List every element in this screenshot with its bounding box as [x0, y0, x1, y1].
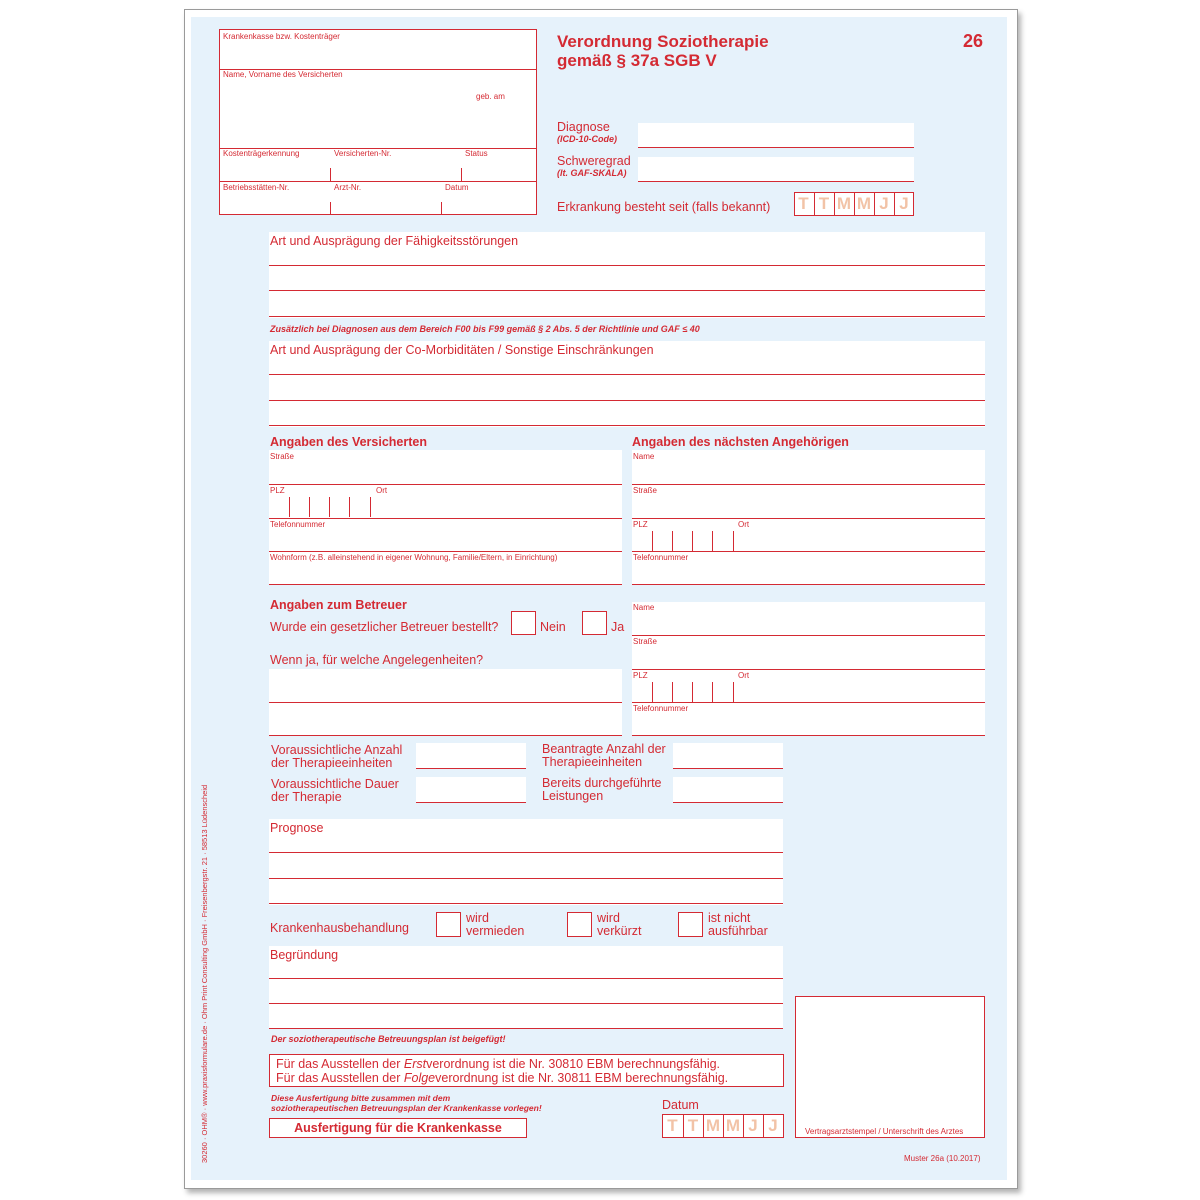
insured-title: Angaben des Versicherten — [270, 435, 428, 449]
guardian-street-field[interactable] — [632, 636, 985, 670]
plan-note: Der soziotherapeutische Betreuungsplan ist beigefügt! — [271, 1034, 506, 1044]
guardian-plz-field[interactable] — [632, 670, 985, 703]
hospital-shortened-checkbox[interactable] — [567, 912, 592, 937]
guardian-yes-label: Ja — [611, 620, 625, 634]
insured-street-label: Straße — [270, 452, 295, 461]
insured-ort-label: Ort — [376, 486, 388, 495]
date-cell-month: M — [834, 193, 853, 215]
comorbid-label: Art und Ausprägung der Co-Morbiditäten / Sonstige Einschränkungen — [270, 343, 654, 357]
hospital-shortened-label: wird verkürzt — [597, 911, 642, 938]
ebm-note-text: Für das Ausstellen der Erstverordnung ist die Nr. 30810 EBM berechnungsfähig. Für das Ausstellen der Folgeverordnung ist die Nr. 30811 EBM berechnungsfähig. — [276, 1057, 729, 1085]
dob-label: geb. am — [476, 92, 505, 101]
hospital-avoided-label: wird vermieden — [466, 911, 525, 938]
date-cell-day: T — [814, 193, 833, 215]
relative-ort-label: Ort — [738, 520, 750, 529]
abilities-label: Art und Ausprägung der Fähigkeitsstörungen — [270, 234, 519, 248]
signature-label: Vertragsarztstempel / Unterschrift des Arztes — [805, 1127, 964, 1136]
diagnosis-label: Diagnose (ICD-10-Code) — [557, 120, 617, 144]
previous-services-field[interactable] — [673, 777, 783, 803]
guardian-yes-checkbox[interactable] — [582, 611, 607, 635]
signature-box[interactable] — [795, 996, 985, 1138]
relative-title: Angaben des nächsten Angehörigen — [632, 435, 849, 449]
previous-services-label: Bereits durchgeführte Leistungen — [542, 776, 662, 803]
side-imprint: 30260 · OHM® · www.praxisformulare.de · Ohm Print Consulting GmbH · Freisenbergstr. 21 · 58513 Lüdenscheid — [200, 784, 209, 1163]
date-cell-month: M — [723, 1115, 742, 1137]
relative-name-field[interactable] — [632, 450, 985, 485]
illness-since-label: Erkrankung besteht seit (falls bekannt) — [557, 200, 771, 214]
insured-no-label: Versicherten-Nr. — [334, 149, 392, 158]
hospital-avoided-checkbox[interactable] — [436, 912, 461, 937]
relative-street-label: Straße — [633, 486, 658, 495]
insured-phone-label: Telefonnummer — [270, 520, 326, 529]
guardian-which-label: Wenn ja, für welche Angelegenheiten? — [270, 653, 484, 667]
expected-units-field[interactable] — [416, 743, 526, 769]
guardian-street-label: Straße — [633, 637, 658, 646]
facility-no-label: Betriebsstätten-Nr. — [223, 183, 290, 192]
patient-name-label: Name, Vorname des Versicherten — [223, 70, 343, 79]
date-cell-day: T — [667, 1116, 678, 1135]
guardian-phone-label: Telefonnummer — [633, 704, 689, 713]
insured-street-field[interactable] — [269, 450, 622, 485]
diagnosis-field[interactable] — [638, 123, 914, 148]
date-cell-day: T — [683, 1115, 702, 1137]
severity-label: Schweregrad (lt. GAF-SKALA) — [557, 154, 631, 178]
status-label: Status — [465, 149, 488, 158]
prognosis-label: Prognose — [270, 821, 324, 835]
relative-plz-label: PLZ — [633, 520, 648, 529]
reason-label: Begründung — [270, 948, 339, 962]
guardian-no-checkbox[interactable] — [511, 611, 536, 635]
severity-field[interactable] — [638, 157, 914, 182]
insurer-label: Krankenkasse bzw. Kostenträger — [223, 32, 340, 41]
requested-units-label: Beantragte Anzahl der Therapieeinheiten — [542, 742, 666, 769]
copy-note: Diese Ausfertigung bitte zusammen mit dem soziotherapeutischen Betreuungsplan der Krankenkasse vorlegen! — [271, 1093, 542, 1113]
prognosis-field[interactable] — [269, 819, 783, 905]
date-cell-day: T — [798, 194, 809, 213]
guardian-ort-label: Ort — [738, 671, 750, 680]
guardian-question: Wurde ein gesetzlicher Betreuer bestellt? — [270, 620, 499, 634]
guardian-name-label: Name — [633, 603, 655, 612]
date-cell-year: J — [763, 1115, 782, 1137]
copy-label: Ausfertigung für die Krankenkasse — [294, 1121, 502, 1135]
copy-label-box — [269, 1118, 527, 1138]
insured-plz-label: PLZ — [270, 486, 285, 495]
hospital-label: Krankenhausbehandlung — [270, 921, 410, 935]
guardian-name-field[interactable] — [632, 602, 985, 636]
date-cell-year: J — [874, 193, 893, 215]
form-title: Verordnung Soziotherapie gemäß § 37a SGB V — [557, 32, 769, 70]
hospital-not-feasible-checkbox[interactable] — [678, 912, 703, 937]
date-cell-year: J — [894, 193, 913, 215]
relative-street-field[interactable] — [632, 485, 985, 519]
relative-name-label: Name — [633, 452, 655, 461]
duration-label: Voraussichtliche Dauer der Therapie — [271, 777, 399, 804]
relative-plz-field[interactable] — [632, 519, 985, 552]
doctor-no-label: Arzt-Nr. — [334, 183, 362, 192]
insured-living-label: Wohnform (z.B. alleinstehend in eigener Wohnung, Familie/Eltern, in Einrichtung) — [270, 553, 558, 562]
date-cell-year: J — [743, 1115, 762, 1137]
reason-field[interactable] — [269, 946, 783, 1029]
expected-units-label: Voraussichtliche Anzahl der Therapieeinheiten — [271, 743, 403, 770]
hospital-not-feasible-label: ist nicht ausführbar — [708, 911, 768, 938]
date-small-label: Datum — [445, 183, 469, 192]
guardian-no-label: Nein — [540, 620, 566, 634]
date-label: Datum — [662, 1098, 699, 1112]
duration-field[interactable] — [416, 777, 526, 803]
guardian-plz-label: PLZ — [633, 671, 648, 680]
f00-note: Zusätzlich bei Diagnosen aus dem Bereich F00 bis F99 gemäß § 2 Abs. 5 der Richtlinie und GAF ≤ 40 — [270, 324, 700, 334]
cost-id-label: Kostenträgerkennung — [223, 149, 300, 158]
date-cell-month: M — [854, 193, 873, 215]
guardian-title: Angaben zum Betreuer — [270, 598, 407, 612]
relative-phone-label: Telefonnummer — [633, 553, 689, 562]
form-number: 26 — [963, 31, 984, 51]
insured-plz-field[interactable] — [269, 485, 622, 519]
requested-units-field[interactable] — [673, 743, 783, 769]
muster-label: Muster 26a (10.2017) — [904, 1154, 981, 1163]
date-cell-month: M — [703, 1115, 722, 1137]
